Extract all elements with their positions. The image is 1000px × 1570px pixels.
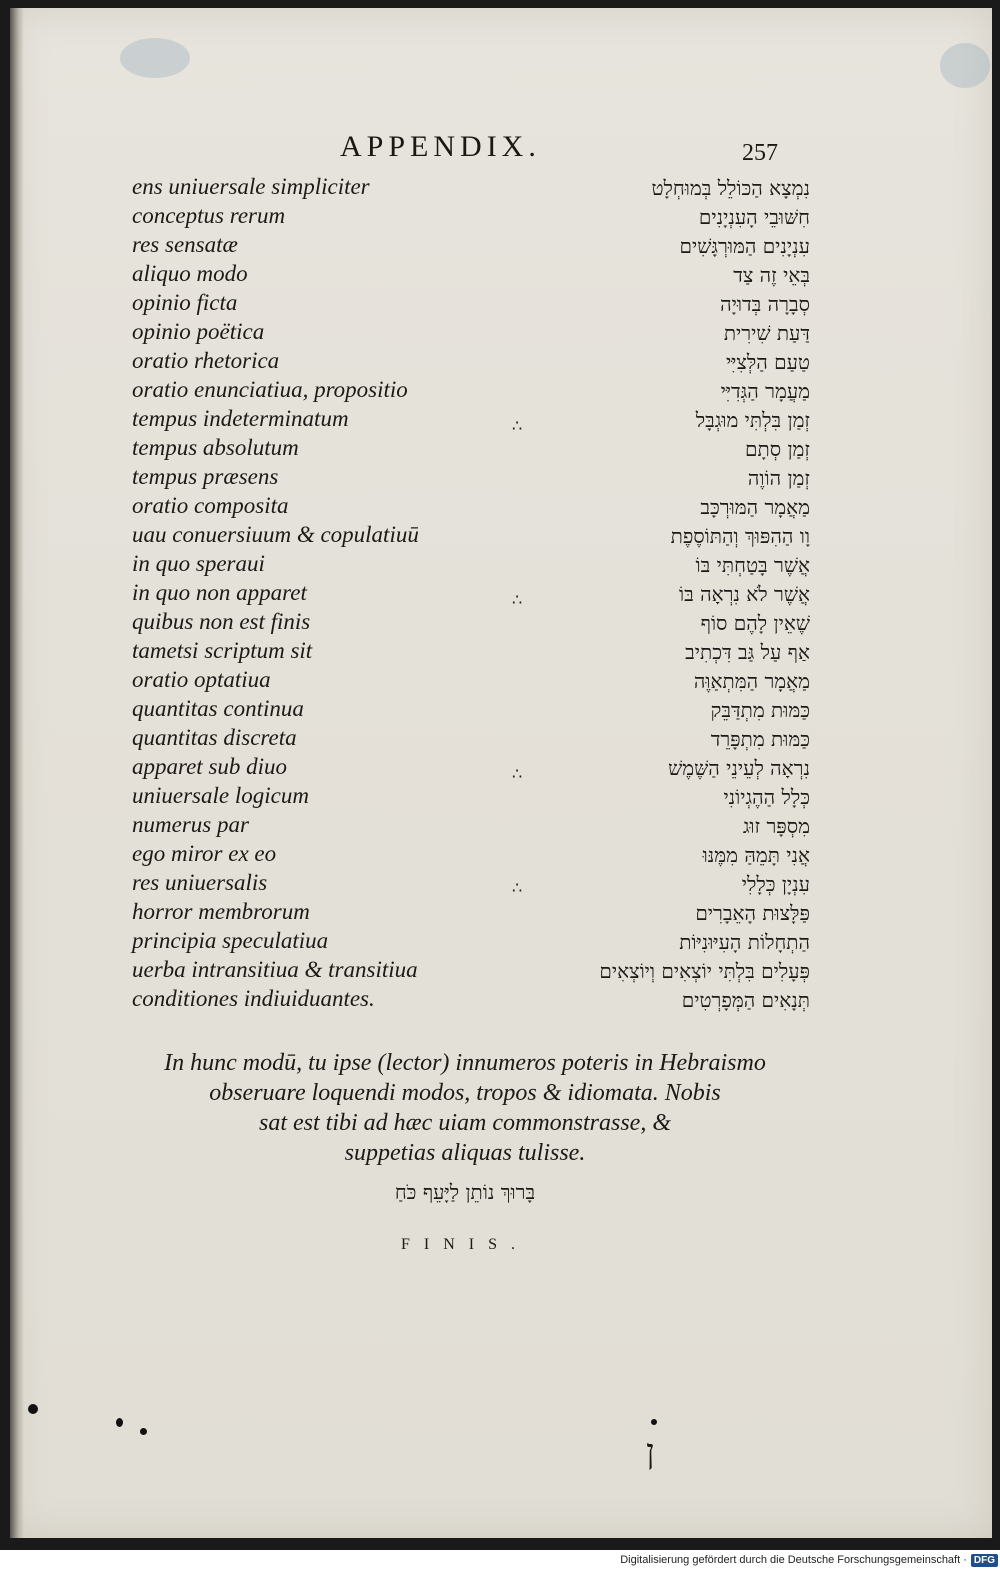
latin-term: apparet sub diuo bbox=[132, 754, 288, 779]
hebrew-term: פְּעָלִים בִּלְתִּי יוֹצְאִים וְיוֹצְאִים bbox=[599, 959, 810, 983]
latin-term: tempus præsens bbox=[132, 464, 279, 489]
ornament-dots: ∴ bbox=[512, 590, 524, 609]
latin-term: numerus par bbox=[132, 812, 249, 837]
ornament-dots: ∴ bbox=[512, 878, 524, 897]
hebrew-term: טַעַם הַלְּצִיִּי bbox=[725, 350, 810, 374]
page-number: 257 bbox=[742, 140, 778, 166]
hebrew-term: מַאֲמָר הַמּוּרְכָּב bbox=[700, 495, 810, 519]
finis-mark: FINIS. bbox=[400, 1236, 529, 1253]
hebrew-term: בְּאֵי זֶה צַד bbox=[733, 263, 810, 287]
latin-term: conditiones indiuiduantes. bbox=[132, 986, 375, 1011]
hebrew-term: סְבָרָה בְּדוּיָה bbox=[720, 292, 810, 316]
closing-line: obseruare loquendi modos, tropos & idiomata. Nobis bbox=[209, 1080, 721, 1106]
hebrew-term: זְמַן הוֹוֶה bbox=[747, 466, 810, 490]
hebrew-term: נִמְצָא הַכּוֹלֵל בְּמוּחְלָט bbox=[651, 176, 810, 200]
binding-edge bbox=[10, 8, 24, 1538]
hebrew-term: זְמַן סְתָם bbox=[745, 437, 810, 461]
page-title: APPENDIX. bbox=[340, 130, 541, 163]
latin-term: oratio enunciatiua, propositio bbox=[132, 377, 408, 402]
latin-term: ego miror ex eo bbox=[132, 841, 277, 866]
latin-term: quantitas continua bbox=[132, 696, 304, 721]
digitization-credit bbox=[600, 1550, 998, 1570]
hebrew-term-list bbox=[560, 174, 810, 1015]
latin-term: in quo non apparet bbox=[132, 580, 307, 605]
latin-term: ens uniuersale simpliciter bbox=[132, 174, 370, 199]
hebrew-term: אֲשֶׁר בָּטַחְתִּי בּוֹ bbox=[695, 553, 810, 577]
latin-term: quantitas discreta bbox=[132, 725, 297, 750]
hebrew-term: כַּמּוּת מִתְדַּבֵּק bbox=[710, 698, 810, 722]
latin-term: in quo speraui bbox=[132, 551, 265, 576]
hebrew-term: תְּנָאִים הַמְּפָרְטִים bbox=[681, 988, 810, 1012]
latin-term-list bbox=[132, 172, 552, 1013]
closing-paragraph bbox=[100, 1048, 830, 1168]
water-stain bbox=[940, 43, 990, 88]
latin-term: horror membrorum bbox=[132, 899, 310, 924]
closing-line: In hunc modū, tu ipse (lector) innumeros poteris in Hebraismo bbox=[164, 1050, 766, 1076]
closing-line: suppetias aliquas tulisse. bbox=[344, 1140, 586, 1166]
hebrew-term: כַּמּוּת מִתְפָּרֵד bbox=[710, 727, 810, 751]
catchword: ן bbox=[646, 1432, 655, 1472]
hebrew-term: עִנְיָן כְּלָלִי bbox=[741, 872, 810, 896]
latin-term: quibus non est finis bbox=[132, 609, 311, 634]
latin-term: uerba intransitiua & transitiua bbox=[132, 957, 418, 982]
hebrew-term: עִנְיָנִים הַמּוּרְגָּשִׁים bbox=[679, 234, 810, 258]
hebrew-term: אֲשֶׁר לֹא נִרְאָה בּוֹ bbox=[678, 582, 810, 606]
ink-spot bbox=[116, 1418, 123, 1427]
ornament-dots: ∴ bbox=[512, 416, 524, 435]
latin-term: tametsi scriptum sit bbox=[132, 638, 313, 663]
latin-term: principia speculatiua bbox=[132, 928, 329, 953]
hebrew-term: וָו הַהִפּוּךְ וְהַתּוֹסֶפֶת bbox=[670, 524, 810, 548]
hebrew-term: חִשּׁוּבֵי הָעִנְיָנִים bbox=[698, 205, 810, 229]
hebrew-blessing: בָּרוּךְ נוֹתֵן לַיָּעֵף כֹּחַ bbox=[394, 1180, 536, 1204]
latin-term: conceptus rerum bbox=[132, 203, 286, 228]
dfg-logo: DFG bbox=[971, 1554, 998, 1567]
latin-term: uau conuersiuum & copulatiuū bbox=[132, 522, 419, 547]
latin-term: oratio rhetorica bbox=[132, 348, 280, 373]
ink-spot bbox=[140, 1428, 147, 1435]
latin-term: opinio poëtica bbox=[132, 319, 265, 344]
latin-term: opinio ficta bbox=[132, 290, 238, 315]
latin-term: tempus absolutum bbox=[132, 435, 299, 460]
hebrew-term: מַאֲמָר הַמִּתְאַוֶּה bbox=[693, 669, 810, 693]
hebrew-term: כְּלָל הַהֶגְיוֹנִי bbox=[723, 785, 810, 809]
latin-term: tempus indeterminatum bbox=[132, 406, 349, 431]
ink-spot bbox=[651, 1419, 657, 1425]
latin-term: res sensatæ bbox=[132, 232, 238, 257]
hebrew-term: מִסְפָּר זוּג bbox=[742, 814, 810, 838]
water-stain bbox=[120, 38, 190, 78]
hebrew-term: אַף עַל גַּב דִּכְתִיב bbox=[685, 640, 810, 664]
hebrew-term: אֲנִי תָּמֵהַּ מִמֶּנּוּ bbox=[702, 843, 810, 867]
hebrew-term: זְמַן בִּלְתִּי מוּגְבָּל bbox=[695, 408, 810, 432]
hebrew-term: דַּעַת שִׁירִית bbox=[723, 321, 810, 345]
hebrew-term: הַתְחָלוֹת הָעִיּוּנִיּוֹת bbox=[679, 930, 810, 954]
hebrew-term: מַעֲמָר הַגְּדִיִּי bbox=[720, 379, 810, 403]
closing-line: sat est tibi ad hæc uiam commonstrasse, & bbox=[259, 1110, 671, 1136]
credit-text: Digitalisierung gefördert durch die Deutsche Forschungsgemeinschaft · bbox=[620, 1554, 967, 1566]
latin-term: oratio composita bbox=[132, 493, 289, 518]
latin-term: oratio optatiua bbox=[132, 667, 271, 692]
ink-spot bbox=[28, 1404, 38, 1414]
hebrew-term: נִרְאָה לְעֵינֵי הַשֶּׁמֶשׁ bbox=[668, 756, 810, 780]
latin-term: aliquo modo bbox=[132, 261, 248, 286]
latin-term: res uniuersalis bbox=[132, 870, 268, 895]
latin-term: uniuersale logicum bbox=[132, 783, 309, 808]
ornament-dots: ∴ bbox=[512, 764, 524, 783]
hebrew-term: שֶׁאֵין לָהֶם סוֹף bbox=[700, 611, 810, 635]
hebrew-term: פַּלָּצוּת הָאֵבָרִים bbox=[695, 901, 810, 925]
